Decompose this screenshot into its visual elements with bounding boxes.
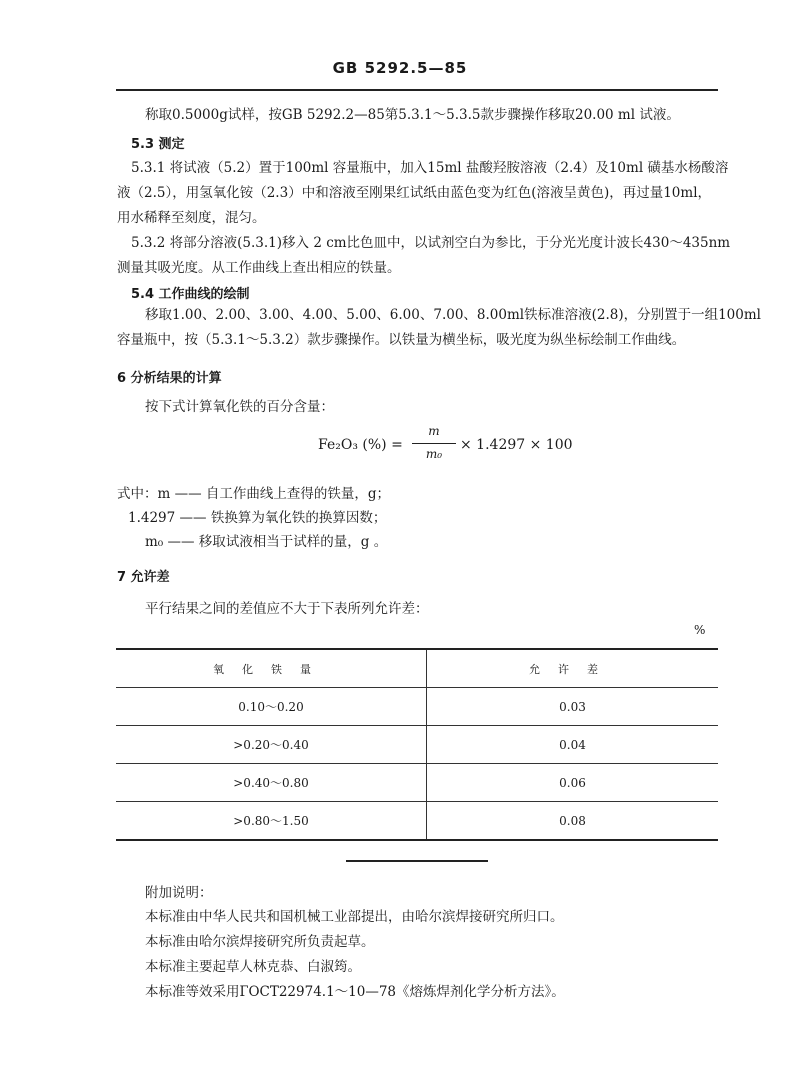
section-6-intro: 按下式计算氧化铁的百分含量：: [145, 399, 334, 415]
section-5-3-1-line-3: 用水稀释至刻度，混匀。: [117, 210, 266, 226]
section-5-4-line-1: 移取1.00、2.00、3.00、4.00、5.00、6.00、7.00、8.00ml铁标准溶液(2.8)，分别置于一组100ml: [145, 307, 761, 323]
tolerance-table: [116, 648, 718, 841]
formula-lhs: Fe₂O₃ (%) =: [318, 437, 403, 453]
section-5-4-line-2: 容量瓶中，按（5.3.1～5.3.2）款步骤操作。以铁量为横坐标，吸光度为纵坐标绘制工作曲线。: [117, 332, 686, 348]
notes-line-3: 本标准主要起草人林克恭、白淑筠。: [145, 959, 361, 975]
notes-line-4: 本标准等效采用ГОСТ22974.1～10—78《熔炼焊剂化学分析方法》。: [145, 984, 565, 1000]
cell-tolerance: 0.04: [559, 737, 586, 752]
unit-label: %: [694, 623, 706, 637]
header-iron-oxide: 氧化铁量: [116, 649, 427, 688]
formula-fraction-line: [412, 443, 456, 444]
table-row: [116, 764, 718, 802]
notes-title: 附加说明：: [145, 885, 213, 901]
header-tolerance: 允许差: [529, 662, 616, 676]
table-row: [116, 802, 718, 841]
cell-range: 0.10～0.20: [116, 688, 427, 726]
cell-range: >0.40～0.80: [116, 764, 427, 802]
end-rule: [346, 860, 488, 862]
section-7-intro: 平行结果之间的差值应不大于下表所列允许差：: [145, 601, 429, 617]
cell-range: >0.80～1.50: [116, 802, 427, 841]
where-line-3: m₀ —— 移取试液相当于试样的量，g 。: [145, 534, 388, 550]
section-7-title: 7 允许差: [117, 570, 170, 585]
notes-line-1: 本标准由中华人民共和国机械工业部提出，由哈尔滨焊接研究所归口。: [145, 909, 564, 925]
formula-rhs: × 1.4297 × 100: [460, 437, 573, 453]
table-row: [116, 688, 718, 726]
cell-tolerance: 0.03: [559, 699, 586, 714]
sample-paragraph: 称取0.5000g试样，按GB 5292.2—85第5.3.1～5.3.5款步骤操作移取20.00 ml 试液。: [145, 107, 680, 123]
notes-line-2: 本标准由哈尔滨焊接研究所负责起草。: [145, 934, 375, 950]
where-line-2: 1.4297 —— 铁换算为氧化铁的换算因数；: [128, 510, 387, 526]
cell-tolerance: 0.08: [559, 813, 586, 828]
formula-numerator: m: [428, 424, 440, 438]
section-5-3-1-line-2: 液（2.5），用氢氧化铵（2.3）中和溶液至刚果红试纸由蓝色变为红色(溶液呈黄色)，再过量10ml，: [117, 185, 712, 201]
table-header-row: [116, 649, 718, 688]
header-rule: [116, 89, 718, 91]
cell-range: >0.20～0.40: [116, 726, 427, 764]
cell-tolerance: 0.06: [559, 775, 586, 790]
formula-denominator: m₀: [425, 447, 443, 461]
section-6-title: 6 分析结果的计算: [117, 371, 222, 386]
section-5-3-2-line-2: 测量其吸光度。从工作曲线上查出相应的铁量。: [117, 260, 401, 276]
section-5-3-title: 5.3 测定: [131, 137, 185, 152]
section-5-3-2-line-1: 5.3.2 将部分溶液(5.3.1)移入 2 cm比色皿中，以试剂空白为参比，于分光光度计波长430～435nm: [131, 235, 731, 251]
table-row: [116, 726, 718, 764]
standard-code-header: GB 5292.5—85: [332, 59, 468, 77]
section-5-4-title: 5.4 工作曲线的绘制: [131, 287, 250, 302]
where-line-1: 式中：m —— 自工作曲线上查得的铁量，g；: [117, 486, 391, 502]
section-5-3-1-line-1: 5.3.1 将试液（5.2）置于100ml 容量瓶中，加入15ml 盐酸羟胺溶液（2.4）及10ml 磺基水杨酸溶: [131, 160, 729, 176]
